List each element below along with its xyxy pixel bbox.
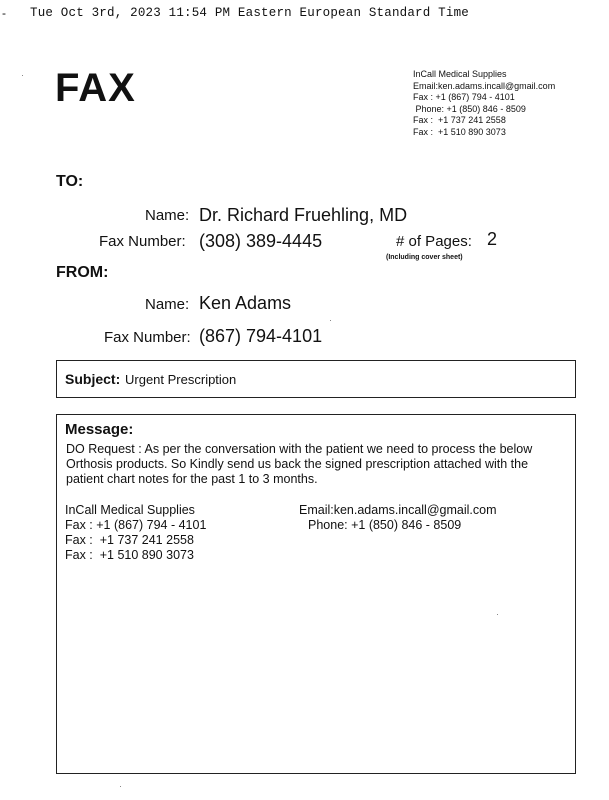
company-fax-2: Fax : +1 737 241 2558 [413,115,506,125]
message-fax-3: Fax : +1 510 890 3073 [65,548,194,562]
pages-value: 2 [487,229,498,249]
message-phone: Phone: +1 (850) 846 - 8509 [308,518,462,532]
message-body: DO Request : As per the conversation with the patient we need to process the below Orthosis products. So Kindly send us back the signed prescription attached with the patient chart notes for the past 1 to 3 months. [66,442,533,486]
to-name-label: Name: [145,207,190,224]
company-name: InCall Medical Supplies [413,69,507,79]
from-name-value: Ken Adams [199,293,292,313]
subject-label: Subject: [65,371,121,387]
company-email: Email:ken.adams.incall@gmail.com [413,80,556,91]
message-contact-right [299,503,496,533]
company-fax-1: Fax : +1 (867) 794 - 4101 [413,92,515,102]
message-label: Message: [65,421,134,438]
to-fax-value: (308) 389-4445 [199,231,323,251]
pages-label: # of Pages: [396,233,472,250]
subject-value: Urgent Prescription [125,372,237,387]
subject-box [56,360,576,398]
message-fax-1: Fax : +1 (867) 794 - 4101 [65,518,207,532]
message-company-name: InCall Medical Supplies [65,503,195,517]
pages-note: (Including cover sheet) [386,254,463,261]
to-name-value: Dr. Richard Fruehling, MD [199,205,408,225]
scan-speck [120,786,121,787]
message-email: Email:ken.adams.incall@gmail.com [299,503,497,517]
margin-dash: - [2,6,6,20]
fax-title: FAX [55,66,136,110]
fax-timestamp-header: Tue Oct 3rd, 2023 11:54 PM Eastern European Standard Time [30,6,469,20]
message-fax-2: Fax : +1 737 241 2558 [65,533,194,547]
to-label: TO: [56,173,84,190]
scan-speck [330,320,331,321]
message-contact-left [65,503,206,563]
company-phone: Phone: +1 (850) 846 - 8509 [413,103,526,114]
scan-speck [497,614,498,615]
company-contact-block [413,69,555,138]
from-fax-label: Fax Number: [104,329,191,346]
from-label: FROM: [56,264,109,281]
scan-speck [22,75,23,76]
company-fax-3: Fax : +1 510 890 3073 [413,126,506,137]
from-fax-value: (867) 794-4101 [199,326,323,346]
to-fax-label: Fax Number: [99,233,186,250]
message-box [56,414,576,774]
from-name-label: Name: [145,296,190,313]
